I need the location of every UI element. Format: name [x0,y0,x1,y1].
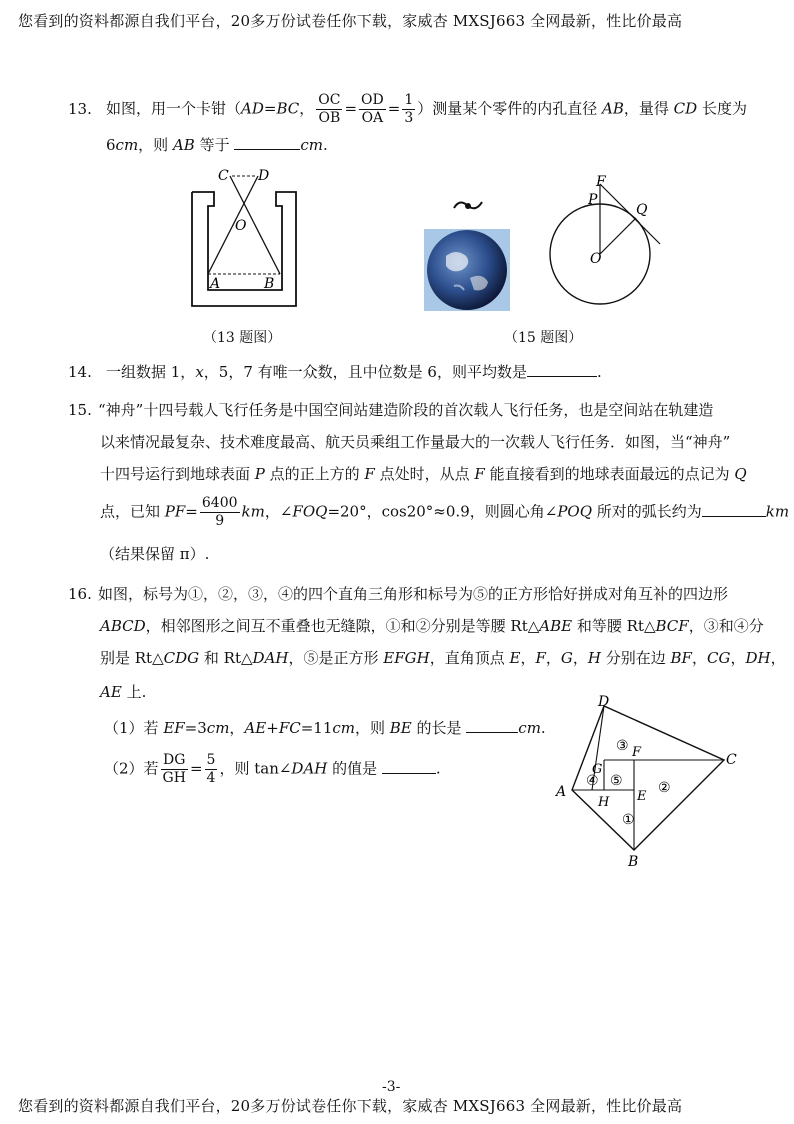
math: DH [745,649,771,667]
math: CD [673,99,698,118]
text: 点，已知 [100,502,165,521]
math: EFGH [383,649,430,667]
text: ，③和④分 [688,617,764,635]
text: ，则 [354,719,390,737]
text: 点处时，从点 [374,465,475,483]
math: CDG [163,649,200,667]
math: POQ [557,502,592,521]
math: BE [389,719,412,737]
text: ， [299,99,315,118]
numerator: 1 [404,92,414,108]
label-p: P [588,192,598,208]
unit: cm [115,136,139,154]
denominator: OA [361,110,384,126]
math: BCF [655,617,689,635]
label-5: ⑤ [610,773,623,789]
text: ， [691,649,707,667]
label-g: G [592,762,603,777]
text: 分别在边 [600,649,671,667]
math: BF [670,649,692,667]
fraction-od-oa [359,92,386,127]
unit: cm [332,719,355,737]
unit: km [241,502,265,521]
label-3: ③ [616,738,629,754]
math: x [195,363,204,381]
answer-blank[interactable] [234,135,300,150]
label-4: ④ [586,773,599,789]
text: 一组数据 1， [106,363,196,381]
numerator: 5 [206,752,216,768]
numerator: 6400 [201,495,238,511]
numerator: DG [161,752,188,770]
label-f: F [596,174,606,190]
label-o: O [590,251,602,267]
math: F [474,465,485,483]
text: 和等腰 Rt△ [572,617,656,635]
math: DAH [252,649,289,667]
text: ，直角顶点 [429,649,510,667]
question-15-line-3 [100,464,794,484]
text: 的值是 [327,759,382,778]
question-15-line-4 [100,495,794,531]
text: 的长是 [411,719,467,737]
question-number: 13. [68,99,92,118]
text: 能直接看到的地球表面最远的点记为 [484,465,735,483]
text: （1）若 [104,719,164,737]
text: =3 [184,719,207,737]
text: ， [545,649,561,667]
denominator: OB [318,110,341,126]
text: ， [572,649,588,667]
text: ，则 [138,136,173,154]
text: 等于 [194,136,235,154]
fraction-dg-gh [161,752,188,787]
text: . [540,719,546,737]
text: ， [520,649,536,667]
text: 别是 Rt△ [100,649,164,667]
math: F [535,649,546,667]
question-number: 15. [68,401,92,419]
fraction-6400-9 [200,495,240,530]
question-15-line-2: 以来情况最复杂、技术难度最高、航天员乘组工作量最大的一次载人飞行任务．如图，当“神舟” [100,433,731,451]
text: （2）若 [104,759,159,778]
label-c: C [218,168,229,184]
equals: = [387,99,401,118]
figure-16-quadrilateral [552,694,748,868]
label-b: B [628,854,639,868]
text: . [435,759,441,778]
denominator: 9 [215,513,225,529]
math: AE [244,719,267,737]
label-a: A [210,276,221,292]
math: H [587,649,601,667]
question-13 [68,92,768,126]
math: CG [706,649,731,667]
math: AD=BC [241,99,300,118]
answer-blank[interactable] [382,759,436,774]
label-h: H [598,795,610,810]
math: E [509,649,521,667]
label-2: ② [658,780,671,796]
math: F [364,465,375,483]
text: ，5，7 有唯一众数，且中位数是 6，则平均数是 [203,363,527,381]
question-16-line-1 [68,584,768,604]
text: 和 Rt△ [199,649,253,667]
text: 如图，标号为①，②，③，④的四个直角三角形和标号为⑤的正方形恰好拼成对角互补的四边形 [98,585,729,603]
unit: cm [518,719,541,737]
text: ， [229,719,245,737]
text: 6 [106,136,116,154]
math: EF [163,719,185,737]
math: AE [100,683,122,701]
text: 如图，用一个卡钳（ [106,99,242,118]
text: =11 [300,719,333,737]
math: Q [734,465,747,483]
equals: = [344,99,358,118]
answer-blank[interactable] [702,502,766,517]
unit: cm [300,136,323,154]
figure-15-caption: （15 题图） [504,330,583,346]
text: . [596,363,602,381]
question-number: 16. [68,585,92,603]
math: PF [164,502,186,521]
text: 上. [121,683,147,701]
label-d: D [598,694,610,710]
top-banner: 您看到的资料都源自我们平台，20多万份试卷任你下载，家威杏 MXSJ663 全网最新，性比价最高 [18,12,683,30]
label-a: A [556,784,567,800]
label-d: D [258,168,270,184]
question-16-line-2 [100,616,794,636]
math: G [560,649,573,667]
text: 点的正上方的 [264,465,365,483]
figure-15-circle [548,172,678,312]
question-16-line-3 [100,648,794,668]
text: ， [730,649,746,667]
denominator: 3 [404,110,414,126]
figure-13-caliper [180,162,310,312]
math: FC [278,719,301,737]
math: DAH [291,759,328,778]
text: 十四号运行到地球表面 [100,465,255,483]
math: P [254,465,265,483]
math: FOQ [292,502,328,521]
fraction-5-4 [205,752,218,787]
question-14 [68,362,768,382]
denominator: 4 [206,770,216,786]
math: ABE [539,617,573,635]
question-number: 14. [68,363,92,381]
math: AB [172,136,195,154]
label-e: E [637,789,647,804]
bottom-banner: 您看到的资料都源自我们平台，20多万份试卷任你下载，家威杏 MXSJ663 全网最新，性比价最高 [18,1097,683,1115]
denominator: GH [162,770,186,786]
text: ，∠ [264,502,293,521]
question-15-line-5: （结果保留 π）. [100,545,210,563]
text: ，则 tan∠ [219,759,292,778]
math: AB [602,99,624,118]
equals: = [185,502,198,521]
page-number: -3- [382,1079,401,1095]
label-b: B [264,276,275,292]
text: 长度为 [697,99,747,118]
label-o: O [235,218,247,234]
answer-blank[interactable] [527,362,597,377]
text: ，相邻图形之间互不重叠也无缝隙，①和②分别是等腰 Rt△ [145,617,540,635]
text: =20°，cos20°≈0.9，则圆心角∠ [327,502,558,521]
answer-blank[interactable] [466,718,518,733]
math: ABCD [100,617,146,635]
fraction-one-third [402,92,415,127]
equals: = [189,759,203,778]
text: ，⑤是正方形 [288,649,384,667]
numerator: OC [318,92,341,108]
question-13-line-2 [106,135,794,155]
fraction-oc-ob [316,92,342,127]
question-15-line-1 [68,400,768,420]
text: 所对的弧长约为 [592,502,702,521]
text: ，量得 [623,99,674,118]
figure-13-caption: （13 题图） [203,330,282,346]
unit: cm [206,719,230,737]
label-1: ① [622,812,635,828]
text: + [266,719,279,737]
earth-image [424,194,510,312]
text: “神舟”十四号载人飞行任务是中国空间站建造阶段的首次载人飞行任务，也是空间站在轨建造 [98,401,714,419]
label-f: F [632,745,642,760]
label-c: C [726,752,737,768]
text: ， [770,649,786,667]
numerator: OD [361,92,384,108]
label-q: Q [636,202,648,218]
text: ）测量某个零件的内孔直径 [417,99,603,118]
text: . [322,136,328,154]
unit: km [765,502,790,521]
